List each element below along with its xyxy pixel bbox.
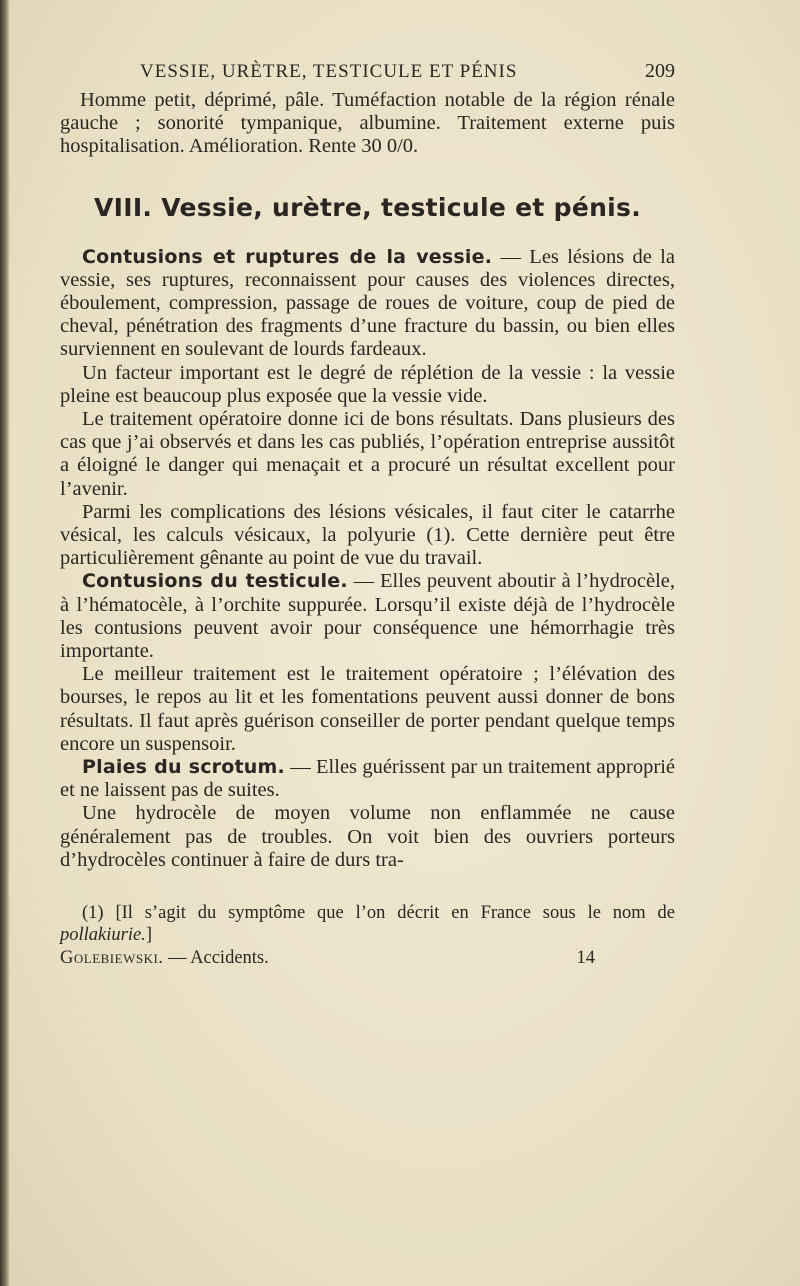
- paragraph: Contusions du testicule. — Elles peuvent aboutir à l’hydrocèle, à l’hématocèle, à l’orchite suppurée. Lorsqu’il existe déjà de l’hydrocèle les contusions peuvent avoir pour conséquence une hémorrhagie très importante.: [60, 570, 676, 663]
- running-header: [140, 60, 675, 83]
- paragraph: Le meilleur traitement est le traitement opératoire ; l’élévation des bourses, le repos au lit et les fomentations peuvent aussi donner de bons résultats. Il faut après guérison conseiller de porter pendant quelque temps encore un suspensoir.: [60, 663, 675, 755]
- footnote-italic-term: pollakiurie.: [60, 925, 146, 946]
- case-note-text: Homme petit, déprimé, pâle. Tuméfaction notable de la région rénale gauche ; sonorité tympanique, albumine. Traitement externe puis hospitalisation. Amélioration. Rente 30 0/0.: [60, 89, 675, 158]
- run-in-heading: Contusions et ruptures de la vessie.: [82, 245, 493, 268]
- book-title: — Accidents.: [163, 948, 269, 969]
- footnote: [60, 902, 675, 969]
- page-content: [60, 60, 675, 969]
- signature-line: [60, 948, 675, 969]
- paragraph: Un facteur important est le degré de réplétion de la vessie : la vessie pleine est beaucoup plus exposée que la vessie vide.: [60, 361, 675, 407]
- paragraph: Une hydrocèle de moyen volume non enflammée ne cause généralement pas de troubles. On voit bien des ouvriers porteurs d’hydrocèles continuer à faire de durs tra-: [60, 802, 675, 871]
- case-note: [60, 89, 675, 159]
- run-in-heading: Contusions du testicule.: [82, 570, 348, 593]
- book-credit: [60, 948, 269, 969]
- page-number: 209: [645, 60, 675, 82]
- book-gutter-shadow: [0, 0, 10, 1286]
- section-heading: VIII. Vessie, urètre, testicule et pénis.: [93, 192, 642, 222]
- paragraph: Contusions et ruptures de la vessie. — Les lésions de la vessie, ses ruptures, reconnaissent pour causes des violences directes, éboulement, compression, passage de roues de voiture, coup de pied de cheval, pénétration des fragments d’une fracture du bassin, ou bien elles surviennent en soulevant de lourds fardeaux.: [60, 245, 675, 361]
- paragraph: Parmi les complications des lésions vésicales, il faut citer le catarrhe vésical, les calculs vésicaux, la polyurie (1). Cette dernière peut être particulièrement gênante au point de vue du travail.: [60, 500, 675, 570]
- running-title: VESSIE, URÈTRE, TESTICULE ET PÉNIS: [140, 61, 518, 82]
- paragraph: Le traitement opératoire donne ici de bons résultats. Dans plusieurs des cas que j’ai observés et dans les cas publiés, l’opération entreprise aussitôt a éloigné le danger qui menaçait et a procuré un résultat excellent pour l’avenir.: [60, 408, 675, 500]
- signature-mark: 14: [576, 948, 595, 969]
- footnote-text: (1) [Il s’agit du symptôme que l’on décrit en France sous le nom de pollakiurie.]: [60, 903, 675, 946]
- author-name: Golebiewski.: [60, 948, 164, 969]
- section-body: [60, 246, 675, 872]
- paragraph: Plaies du scrotum. — Elles guérissent par un traitement approprié et ne laissent pas de suites.: [60, 756, 676, 802]
- run-in-heading: Plaies du scrotum.: [82, 756, 285, 779]
